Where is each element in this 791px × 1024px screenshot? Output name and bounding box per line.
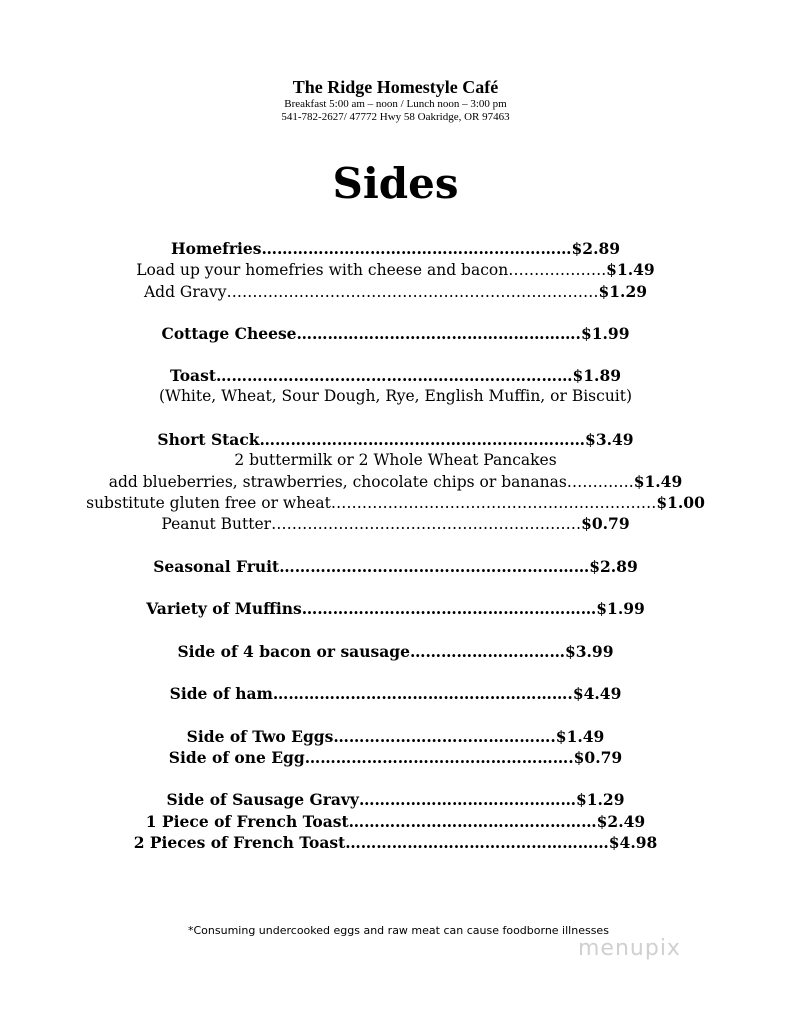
item-name: Add Gravy	[143, 283, 227, 301]
menu-item-homefries	[0, 238, 791, 259]
menu-item-ham	[0, 683, 791, 704]
menu-addon-gravy	[0, 281, 791, 303]
dot-leader: ………………………………………………………………	[226, 283, 599, 301]
item-name: Side of Sausage Gravy	[166, 790, 359, 809]
menu-item-cottage-cheese	[0, 323, 791, 344]
item-price: $1.99	[580, 324, 630, 343]
menu-item-french-toast-2	[0, 832, 791, 853]
short-stack-description: 2 buttermilk or 2 Whole Wheat Pancakes	[234, 451, 557, 469]
menu-item-one-egg	[0, 747, 791, 768]
dot-leader: ……………………………………………………	[279, 557, 590, 576]
item-name: Seasonal Fruit	[153, 557, 280, 576]
item-price: $1.49	[555, 727, 605, 746]
item-name: Side of ham	[169, 684, 273, 703]
page-title: Sides	[332, 159, 459, 208]
dot-leader: …………………………	[409, 642, 565, 661]
item-price: $2.49	[596, 812, 646, 831]
menu-item-toast	[0, 365, 791, 386]
item-price: $1.49	[606, 260, 655, 279]
opening-hours: Breakfast 5:00 am – noon / Lunch noon – 3:00 pm	[284, 98, 507, 110]
item-name: add blueberries, strawberries, chocolate chips or bananas	[108, 473, 567, 491]
item-price: $3.49	[585, 430, 634, 449]
item-price: $1.89	[572, 366, 622, 385]
dot-leader: …………………………………….	[333, 727, 556, 746]
food-safety-footnote: *Consuming undercooked eggs and raw meat can cause foodborne illnesses	[188, 924, 609, 937]
menu-item-bacon-sausage	[0, 641, 791, 662]
cafe-name: The Ridge Homestyle Café	[292, 77, 499, 97]
item-price: $1.29	[575, 790, 625, 809]
item-price: $0.79	[581, 514, 630, 533]
item-price: $4.98	[608, 833, 658, 852]
menu-item-muffins	[0, 598, 791, 619]
item-price: $0.79	[573, 748, 623, 767]
item-name: Toast	[169, 366, 216, 385]
item-price: $1.99	[596, 599, 645, 618]
item-price: $1.00	[656, 493, 705, 512]
item-name: Variety of Muffins	[146, 599, 302, 618]
item-price: $1.29	[598, 282, 648, 301]
item-price: $2.89	[571, 239, 621, 258]
menu-item-sausage-gravy	[0, 789, 791, 810]
item-name: Side of Two Eggs	[186, 727, 334, 746]
dot-leader: ……………………………………	[358, 790, 576, 809]
dot-leader: …………………………………………	[348, 812, 597, 831]
dot-leader: ……………………………………………	[345, 833, 609, 852]
menu-addon-peanut-butter	[0, 513, 791, 535]
menu-item-short-stack	[0, 429, 791, 450]
menu-item-seasonal-fruit	[0, 556, 791, 577]
dot-leader: ……………….	[508, 261, 607, 279]
item-name: Homefries	[170, 239, 262, 258]
dot-leader: ………………………………………………………	[259, 430, 586, 449]
dot-leader: ………….	[566, 473, 634, 491]
item-name: Cottage Cheese	[161, 324, 297, 343]
item-name: Side of one Egg	[168, 748, 305, 767]
dot-leader: …………………………………………….	[304, 748, 574, 767]
item-price: $2.89	[589, 557, 638, 576]
item-price: $1.49	[633, 472, 683, 491]
dot-leader: ………………………………………………………	[330, 494, 657, 512]
dot-leader: ………………………………………………….	[272, 684, 573, 703]
item-name: Side of 4 bacon or sausage	[177, 642, 410, 661]
menu-item-two-eggs	[0, 726, 791, 747]
dot-leader: ……………………………………………………………	[215, 366, 573, 385]
item-price: $3.99	[564, 642, 614, 661]
item-name: Load up your homefries with cheese and bacon	[136, 261, 509, 279]
dot-leader: …………………………………………………	[301, 599, 597, 618]
item-name: substitute gluten free or wheat	[86, 494, 331, 512]
dot-leader: ……………………………………………………	[271, 515, 582, 533]
toast-options: (White, Wheat, Sour Dough, Rye, English Muffin, or Biscuit)	[158, 387, 633, 405]
menu-addon-homefries-cheese	[0, 259, 791, 281]
menu-addon-fruit	[0, 471, 791, 493]
menu-item-french-toast-1	[0, 811, 791, 832]
watermark-logo: menupix	[578, 936, 681, 961]
item-name: 1 Piece of French Toast	[145, 812, 349, 831]
item-name: 2 Pieces of French Toast	[133, 833, 346, 852]
item-name: Short Stack	[157, 430, 260, 449]
item-price: $4.49	[572, 684, 622, 703]
cafe-address: 541-782-2627/ 47772 Hwy 58 Oakridge, OR 97463	[281, 111, 510, 123]
dot-leader: ……………………………………………………	[261, 239, 572, 258]
item-name: Peanut Butter	[161, 515, 272, 533]
dot-leader: ……………………………………………….	[296, 324, 581, 343]
menu-addon-gluten-free	[0, 492, 791, 514]
